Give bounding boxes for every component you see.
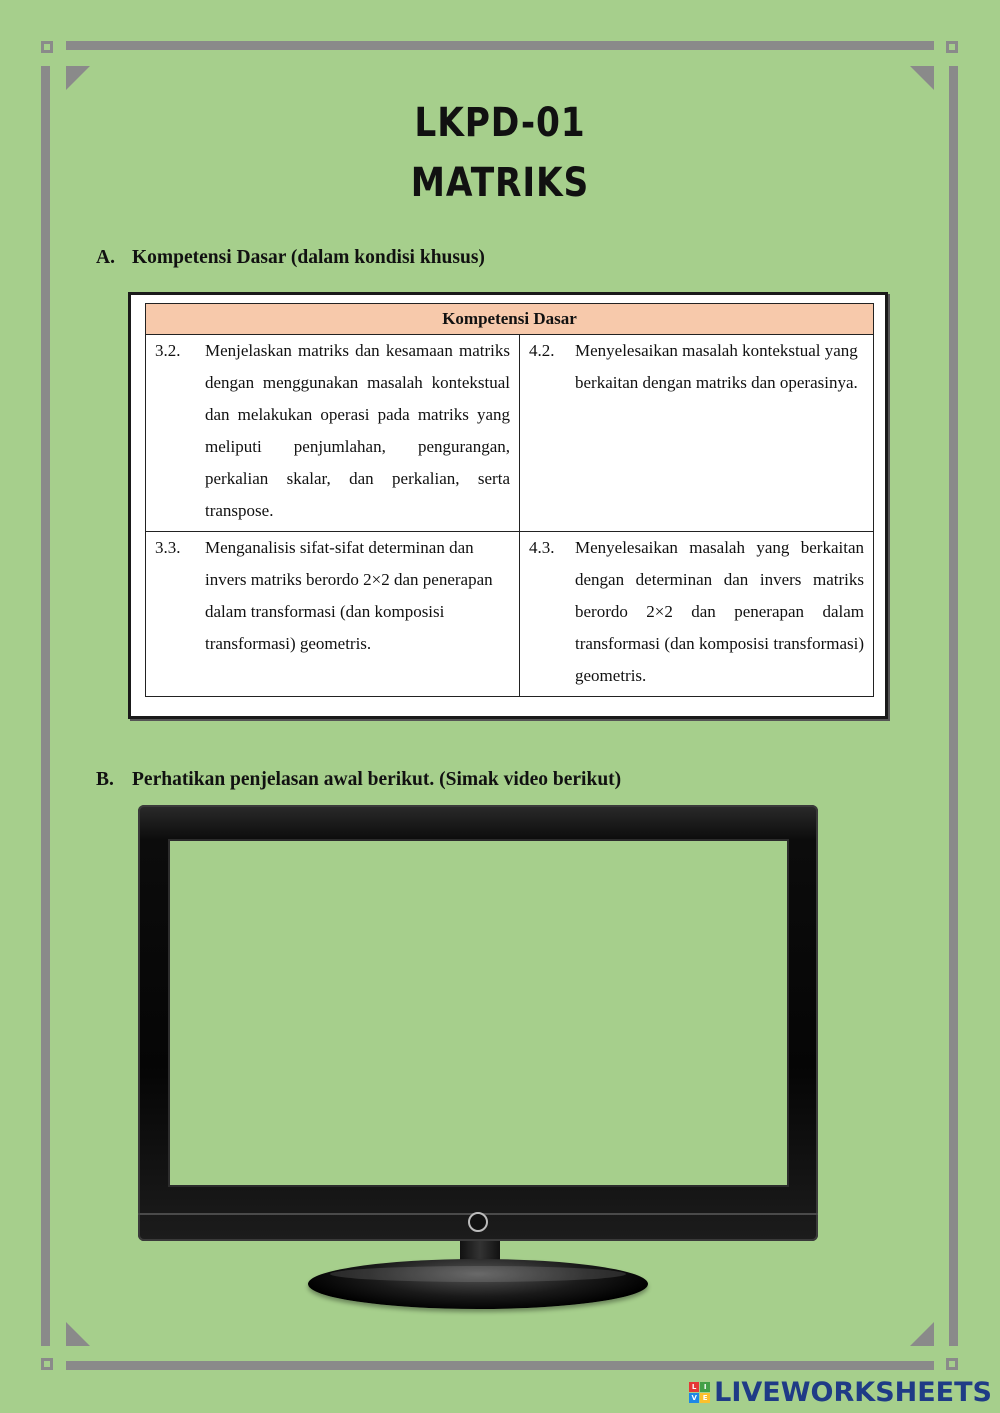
liveworksheets-brand — [689, 1374, 992, 1410]
section-b-heading — [96, 769, 621, 791]
logo-letter: I — [700, 1382, 710, 1392]
frame-corner-square — [946, 1358, 958, 1370]
kd-text: Menyelesaikan masalah yang berkaitan dengan determinan dan invers matriks berordo 2×2 dan penerapan dalam transformasi (dan komposisi transformasi) geometris. — [575, 538, 864, 685]
table-row — [146, 335, 874, 532]
logo-letter: V — [689, 1393, 699, 1403]
frame-corner-triangle — [910, 1322, 934, 1346]
frame-left-bar — [41, 66, 50, 1346]
liveworksheets-wordmark: LIVEWORKSHEETS — [714, 1376, 992, 1408]
section-a-letter: A. — [96, 247, 115, 268]
frame-corner-triangle — [66, 1322, 90, 1346]
table-row — [146, 532, 874, 697]
frame-bottom-bar — [66, 1361, 934, 1370]
page-title-line2: MATRIKS — [410, 160, 590, 206]
table-cell — [520, 532, 874, 697]
frame-corner-square — [41, 41, 53, 53]
frame-corner-square — [946, 41, 958, 53]
frame-top-bar — [66, 41, 934, 50]
table-cell — [146, 335, 520, 532]
kd-text: Menjelaskan matriks dan kesamaan matriks dengan menggunakan masalah kontekstual dan melakukan operasi pada matriks yang meliputi penjumlahan, pengurangan, perkalian skalar, dan perkalian, serta transpose. — [205, 341, 510, 520]
section-b-title: Perhatikan penjelasan awal berikut. (Simak video berikut) — [132, 769, 622, 790]
kd-number: 3.3. — [155, 538, 181, 557]
kd-text: Menganalisis sifat-sifat determinan dan invers matriks berordo 2×2 dan penerapan dalam transformasi (dan komposisi transformasi) geometris. — [205, 538, 493, 653]
frame-right-bar — [949, 66, 958, 1346]
kd-number: 4.2. — [529, 341, 555, 360]
table-cell — [520, 335, 874, 532]
section-a-title: Kompetensi Dasar (dalam kondisi khusus) — [132, 247, 485, 268]
logo-letter: L — [689, 1382, 699, 1392]
frame-corner-triangle — [66, 66, 90, 90]
table-cell — [146, 532, 520, 697]
kd-number: 4.3. — [529, 538, 555, 557]
kd-text: Menyelesaikan masalah kontekstual yang berkaitan dengan matriks dan operasinya. — [575, 341, 858, 392]
video-monitor — [138, 805, 818, 1241]
kd-number: 3.2. — [155, 341, 181, 360]
logo-letter: E — [700, 1393, 710, 1403]
liveworksheets-logo-icon — [689, 1382, 710, 1403]
power-button-icon — [468, 1212, 488, 1232]
monitor-stand-shine — [330, 1266, 626, 1282]
kompetensi-dasar-box — [128, 292, 888, 719]
section-a-heading — [96, 247, 485, 269]
frame-corner-triangle — [910, 66, 934, 90]
section-b-letter: B. — [96, 769, 114, 790]
kompetensi-dasar-table — [145, 303, 874, 697]
page-title-line1: LKPD-01 — [414, 100, 586, 146]
table-header: Kompetensi Dasar — [146, 304, 874, 335]
video-screen[interactable] — [168, 839, 789, 1187]
frame-corner-square — [41, 1358, 53, 1370]
